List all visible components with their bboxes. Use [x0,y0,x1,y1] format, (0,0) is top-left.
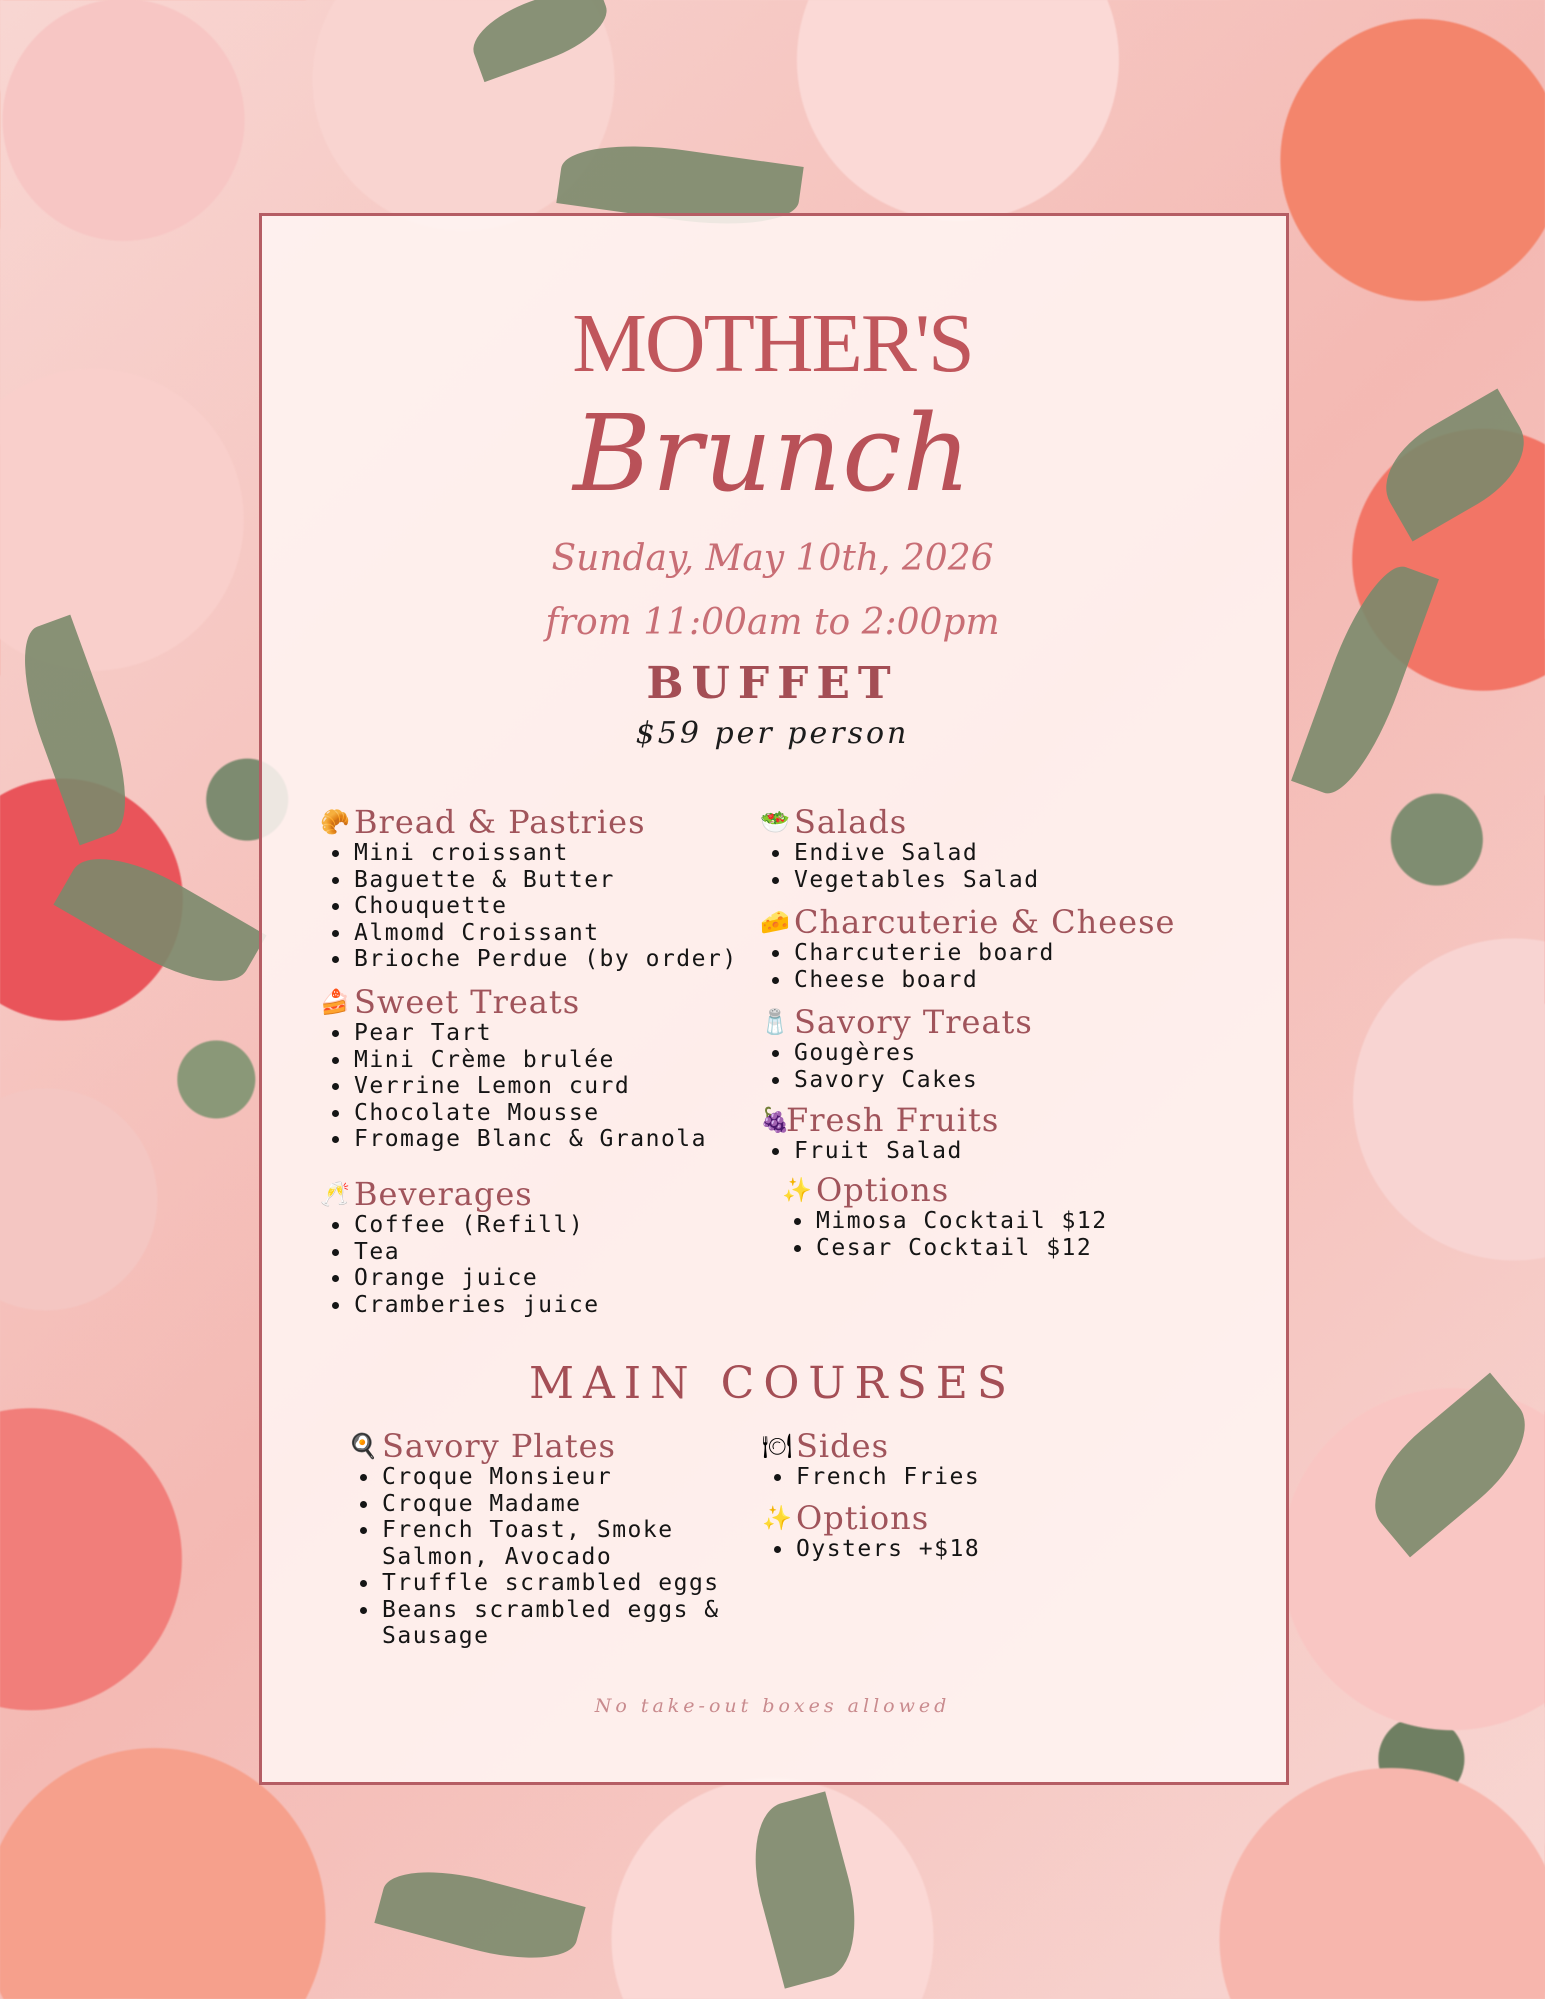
item-list [760,840,1040,893]
list-item: Truffle scrambled eggs [360,1570,720,1597]
list-item: Chouquette [332,893,738,920]
champagne-glasses-icon: 🥂 [320,1180,350,1208]
list-item: Mini Crème brulée [332,1047,707,1074]
section-title: Salads [794,803,908,841]
section-title: Sweet Treats [354,983,581,1021]
section-title: Savory Treats [794,1003,1033,1041]
section-title: Options [796,1499,930,1537]
list-item: Vegetables Salad [772,867,1040,894]
item-list [320,1212,600,1318]
list-item: Pear Tart [332,1020,707,1047]
section-fresh-fruits [760,1102,999,1165]
salt-shaker-icon: 🧂 [760,1008,790,1036]
list-item: Mini croissant [332,840,738,867]
item-list [348,1464,720,1650]
section-savory-treats [760,1004,1033,1093]
section-title: Sides [796,1427,889,1465]
list-item: Orange juice [332,1265,600,1292]
event-hours: from 11:00am to 2:00pm [545,602,1000,643]
cake-icon: 🍰 [320,988,350,1016]
section-drink-options [782,1172,1108,1261]
list-item: French Fries [774,1464,980,1491]
list-item: Endive Salad [772,840,1040,867]
list-item: Verrine Lemon curd [332,1073,707,1100]
list-item: French Toast, Smoke Salmon, Avocado [360,1517,720,1570]
item-list [762,1536,980,1563]
leaf-decoration [53,835,266,1004]
section-sweet-treats [320,984,707,1153]
sparkles-icon: ✨ [762,1504,792,1532]
section-beverages [320,1176,600,1318]
buffet-heading: BUFFET [646,658,899,709]
footer-note: No take-out boxes allowed [594,1695,951,1717]
list-item: Croque Monsieur [360,1464,720,1491]
list-item: Mimosa Cocktail $12 [794,1208,1108,1235]
list-item: Tea [332,1239,600,1266]
title-brunch: Brunch [573,392,972,515]
list-item: Chocolate Mousse [332,1100,707,1127]
sparkles-icon: ✨ [782,1176,812,1204]
leaf-decoration [464,0,616,82]
salad-icon: 🥗 [760,808,790,836]
list-item: Charcuterie board [772,940,1175,967]
item-list [760,940,1175,993]
section-title: Fresh Fruits [786,1101,1000,1139]
list-item: Fromage Blanc & Granola [332,1126,707,1153]
list-item: Almomd Croissant [332,920,738,947]
section-salads [760,804,1040,893]
item-list [762,1464,980,1491]
list-item: Cramberies juice [332,1292,600,1319]
list-item: Fruit Salad [772,1138,999,1165]
section-title: Charcuterie & Cheese [794,903,1176,941]
list-item: Croque Madame [360,1491,720,1518]
section-sides [762,1428,980,1491]
section-savory-plates [348,1428,720,1650]
list-item: Cheese board [772,967,1175,994]
frying-pan-icon: 🍳 [348,1432,378,1460]
list-item: Cesar Cocktail $12 [794,1235,1108,1262]
item-list [320,1020,707,1153]
section-title: Savory Plates [382,1427,616,1465]
main-courses-heading: MAIN COURSES [528,1358,1017,1409]
cheese-icon: 🧀 [760,908,790,936]
list-item: Beans scrambled eggs & Sausage [360,1597,720,1650]
list-item: Brioche Perdue (by order) [332,946,738,973]
section-title: Bread & Pastries [354,803,646,841]
buffet-price: $59 per person [635,716,910,751]
section-bread-pastries [320,804,738,973]
item-list [320,840,738,973]
list-item: Oysters +$18 [774,1536,980,1563]
section-title: Beverages [354,1175,533,1213]
list-item: Savory Cakes [772,1067,1033,1094]
fork-knife-plate-icon: 🍽 [762,1432,793,1460]
section-main-options [762,1500,980,1563]
list-item: Gougères [772,1040,1033,1067]
croissant-icon: 🥐 [320,808,350,836]
item-list [760,1138,999,1165]
section-title: Options [816,1171,950,1209]
leaf-decoration [374,1855,585,1974]
list-item: Baguette & Butter [332,867,738,894]
event-date: Sunday, May 10th, 2026 [551,538,994,579]
leaf-decoration [738,1791,872,1988]
section-charcuterie-cheese [760,904,1175,993]
title-mothers: MOTHER'S [572,297,973,390]
grapes-icon: 🍇 [760,1106,790,1134]
item-list [760,1040,1033,1093]
item-list [782,1208,1108,1261]
list-item: Coffee (Refill) [332,1212,600,1239]
